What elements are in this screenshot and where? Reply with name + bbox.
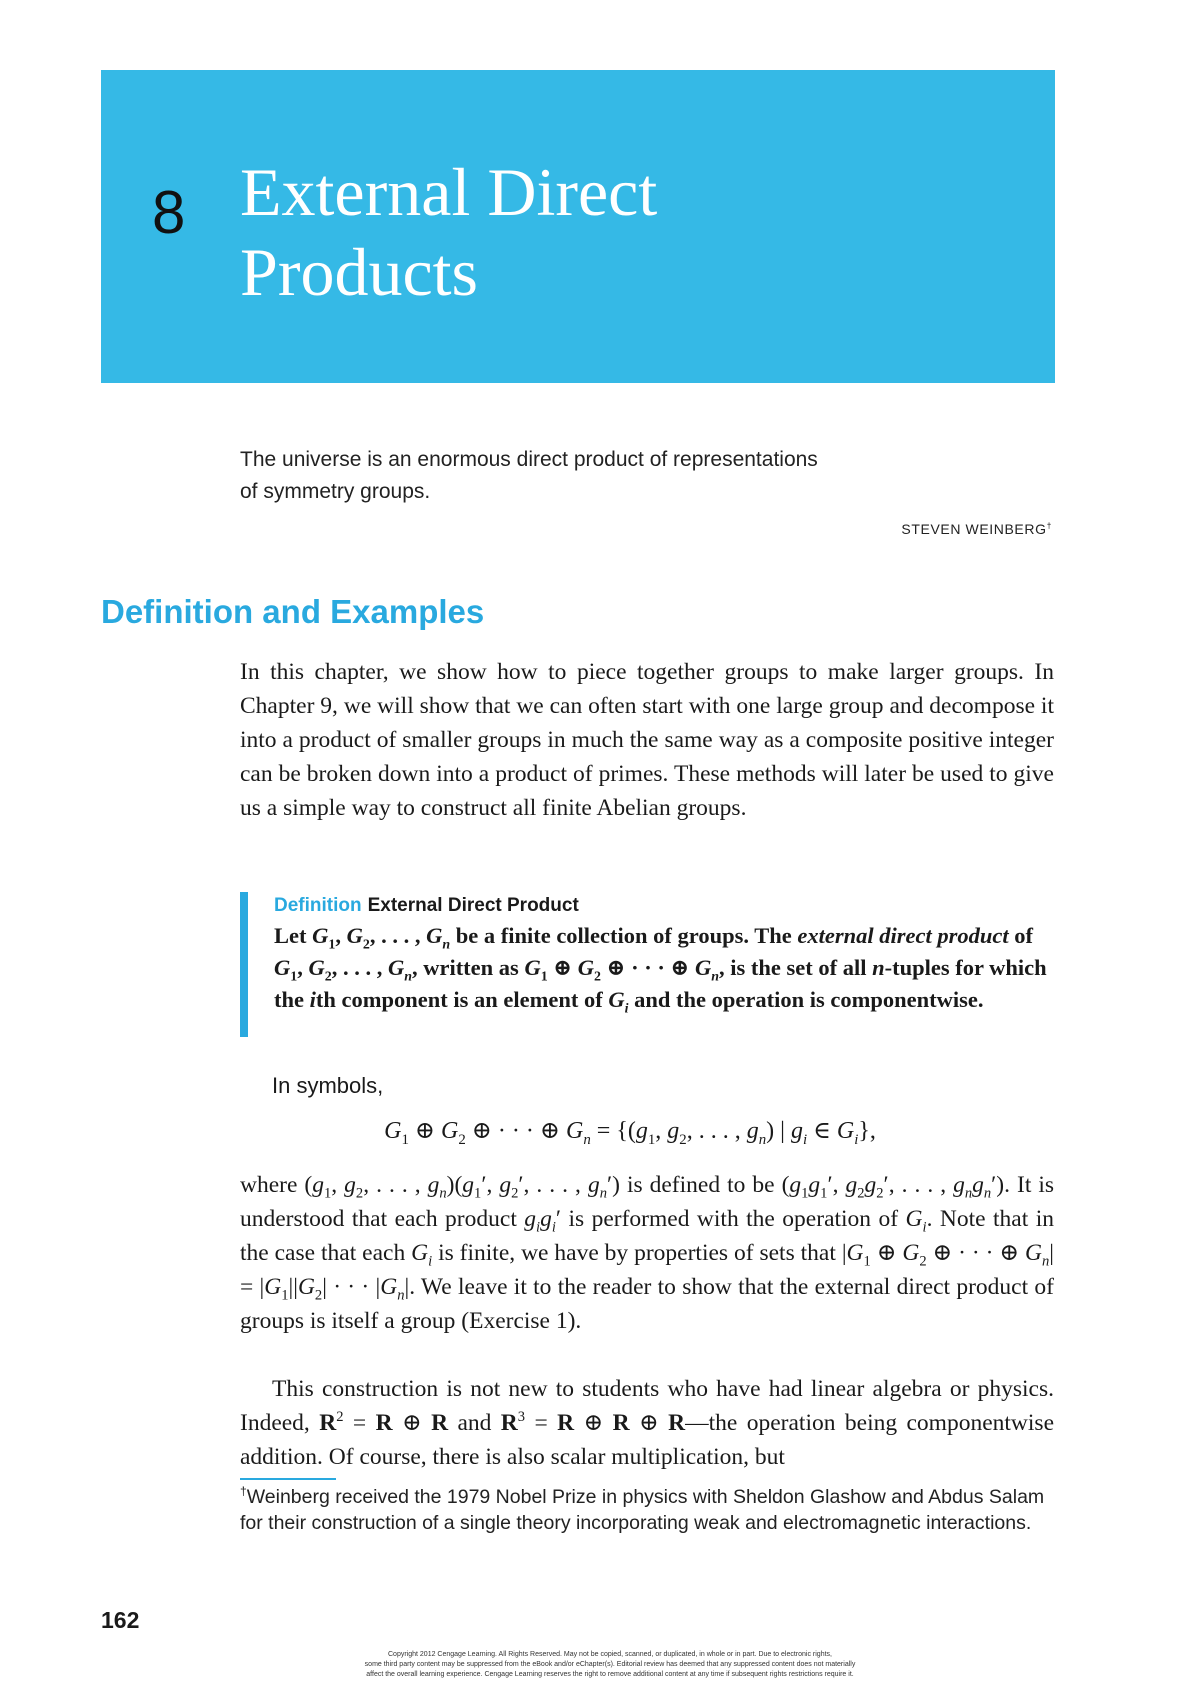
definition-label: Definition bbox=[274, 895, 362, 916]
copyright-line2: some third party content may be suppressed from the eBook and/or eChapter(s). Editorial review has deemed that any suppressed content does not materially bbox=[364, 1661, 856, 1668]
epigraph-line2: of symmetry groups. bbox=[240, 480, 431, 503]
intro-paragraph: In this chapter, we show how to piece together groups to make larger groups. In Chapter 9, we will show that we can often start with one large group and decompose it into a product of smaller groups in much the same way as a composite positive integer can be broken down into a product of primes. These methods will later be used to give us a simple way to construct all finite Abelian groups. bbox=[240, 659, 1054, 821]
footnote-rule bbox=[240, 1478, 336, 1480]
footnote-mark: † bbox=[240, 1484, 247, 1499]
epigraph bbox=[240, 444, 960, 508]
definition-accent-bar bbox=[240, 892, 248, 1037]
definition-body: Let $G_1$, $G_2$, . . . , $G_n$ be a finite collection of groups. The external direct product of $G_1$, $G_2$, . . . , $G_n$, written as $G_1$ ⊕ $G_2$ ⊕ · · · ⊕ $G_n$, is the set of all n-tuples for which the ith component is an element of $G_i$ and the operation is componentwise. bbox=[274, 923, 1047, 1017]
definition-name: External Direct Product bbox=[367, 895, 579, 916]
copyright-notice bbox=[280, 1650, 940, 1680]
definition-content bbox=[274, 892, 1054, 1016]
construction-paragraph: This construction is not new to students who have had linear algebra or physics. Indeed, $R^2 = R$ ⊕ R and $R^3 = R$ ⊕ R ⊕ R—the operation being componentwise addition. Of course, there is also scalar multiplication, but bbox=[240, 1376, 1054, 1470]
epigraph-line1: The universe is an enormous direct product of representations bbox=[240, 448, 818, 471]
where-paragraph: where ($g_1$, $g_2$, . . . , $g_n)(g_1'$, $g_2'$, . . . , $g_n'$) is defined to be ($g_1g_1'$, $g_2g_2'$, . . . , $g_ng_n'$). It is understood that each product $g_ig_i'$ is performed with the operation of $G_i$. Note that in the case that each $G_i$ is finite, we have by properties of sets that $|G_1$ ⊕ $G_2$ ⊕ · · · ⊕ $G_n| = |G_1||G_2|$ · · · $|G_n|$. We leave it to the reader to show that the external direct product of groups is itself a group (Exercise 1). bbox=[240, 1172, 1055, 1334]
epigraph-footnote-mark: † bbox=[1046, 520, 1052, 531]
in-symbols-label: In symbols, bbox=[272, 1073, 384, 1098]
chapter-number: 8 bbox=[152, 179, 186, 246]
definition-header bbox=[274, 892, 1054, 920]
chapter-title bbox=[240, 152, 657, 312]
footnote-text: Weinberg received the 1979 Nobel Prize in physics with Sheldon Glashow and Abdus Salam for their construction of a single theory incorporating weak and electromagnetic interactions. bbox=[240, 1486, 1045, 1534]
chapter-title-line2: Products bbox=[240, 234, 478, 310]
page-number: 162 bbox=[101, 1607, 140, 1633]
chapter-title-line1: External Direct bbox=[240, 154, 658, 230]
copyright-line3: affect the overall learning experience. Cengage Learning reserves the right to remove additional content at any time if subsequent rights restrictions require it. bbox=[366, 1671, 854, 1678]
direct-product-formula: $G_1$ ⊕ $G_2$ ⊕ · · · ⊕ $G_n = \{(g_1$, $g_2$, . . . , $g_n$) | $g_i$ ∈ $G_i$}, bbox=[384, 1118, 876, 1148]
epigraph-author bbox=[901, 521, 1052, 537]
footnote bbox=[240, 1484, 1054, 1536]
copyright-line1: Copyright 2012 Cengage Learning. All Rights Reserved. May not be copied, scanned, or duplicated, in whole or in part. Due to electronic rights, bbox=[388, 1651, 832, 1658]
epigraph-author-name: STEVEN WEINBERG bbox=[901, 521, 1047, 537]
section-heading: Definition and Examples bbox=[101, 593, 485, 630]
